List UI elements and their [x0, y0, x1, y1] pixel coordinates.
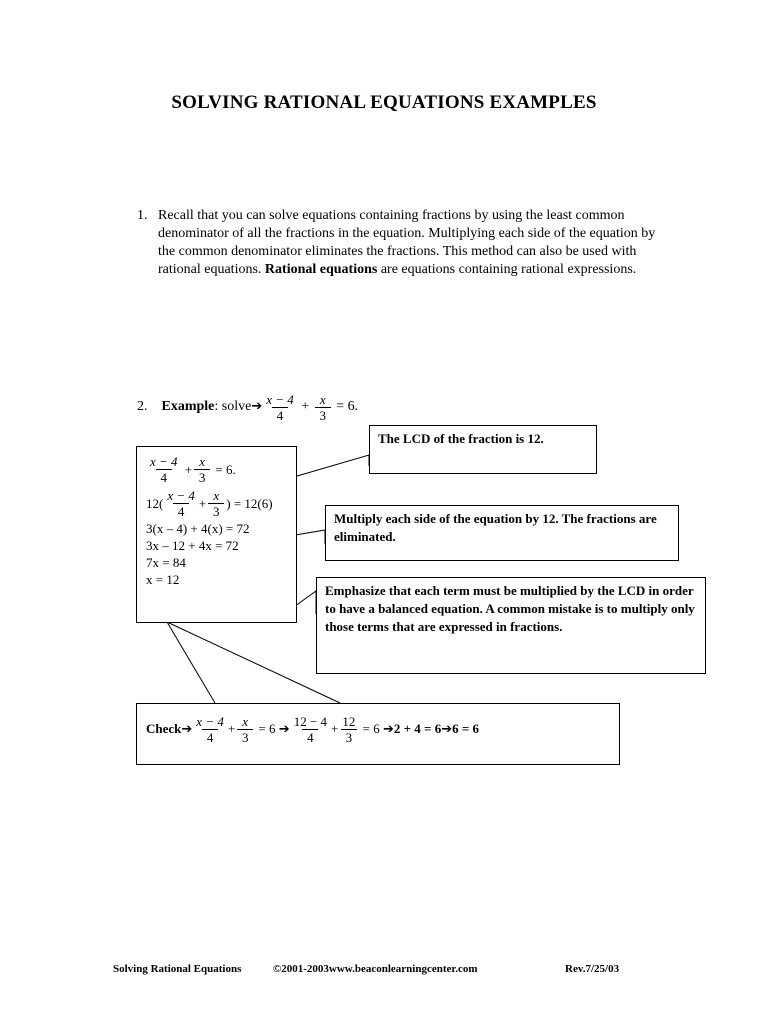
work-line-2: 12( $\frac{x - 4}{4}$ + $\frac{x}{3}$ ) = 12(6)	[146, 487, 273, 519]
arrow-right-icon: ➔	[278, 721, 290, 737]
callout-lcd: The LCD of the fraction is 12.	[369, 425, 597, 474]
arrow-right-icon: ➔	[441, 721, 453, 737]
arrow-right-icon: ➔	[181, 721, 193, 737]
check-tail-2: 6 = 6	[452, 721, 480, 736]
plus-sign: +	[301, 399, 310, 414]
item-1-bold-term: Rational equations	[264, 262, 378, 277]
work-steps	[146, 452, 273, 588]
work-line-3: 3(x – 4) + 4(x) = 72	[146, 521, 250, 536]
work-line-4: 3x – 12 + 4x = 72	[146, 538, 239, 553]
work-line-6: x = 12	[146, 572, 180, 587]
page-title: SOLVING RATIONAL EQUATIONS EXAMPLES	[171, 92, 597, 113]
arrow-right-icon: ➔	[251, 399, 263, 414]
check-line: Check ➔ $\frac{x - 4}{4}$ + $\frac{x}{3}$ = 6 ➔ $\frac{12 - 4}{4}$ + $\frac{12}{3}$ = 6 ➔ 2 + 4 = 6 ➔ 6 = 6	[146, 713, 480, 745]
check-label: Check	[146, 721, 182, 736]
item-1-text-post: are equations containing rational expressions.	[377, 262, 637, 277]
footer-right: Rev.7/25/03	[565, 963, 620, 975]
example-label: Example	[161, 399, 215, 414]
arrow-right-icon: ➔	[382, 721, 394, 737]
work-line-5: 7x = 84	[146, 555, 186, 570]
item-2-number: 2.	[137, 399, 148, 414]
fraction: $\frac{x}{3}$	[315, 392, 331, 423]
equals-text: = 6.	[336, 399, 359, 414]
callout-multiply: Multiply each side of the equation by 12. The fractions are eliminated.	[325, 505, 679, 561]
fraction: $\frac{x - 4}{4}$	[266, 391, 294, 423]
check-tail-1: 2 + 4 = 6	[393, 721, 442, 736]
footer-center: ©2001-2003www.beaconlearningcenter.com	[273, 963, 478, 975]
footer-left: Solving Rational Equations	[113, 963, 242, 975]
item-1-number: 1.	[137, 208, 148, 223]
work-line-1: $\frac{x - 4}{4}$ + $\frac{x}{3}$ = 6.	[150, 453, 236, 485]
callout-emphasize: Emphasize that each term must be multiplied by the LCD in order to have a balanced equation. A common mistake is to multiply only those terms that are expressed in fractions.	[316, 577, 706, 674]
solve-text: : solve	[214, 399, 252, 414]
item-1-text-pre: Recall that you can solve equations containing fractions by using the least common denominator of all the fractions in the equation. Multiplying each side of the equation by the common denominator eliminates the fractions. This method can also be used with rational equations.	[158, 208, 656, 277]
